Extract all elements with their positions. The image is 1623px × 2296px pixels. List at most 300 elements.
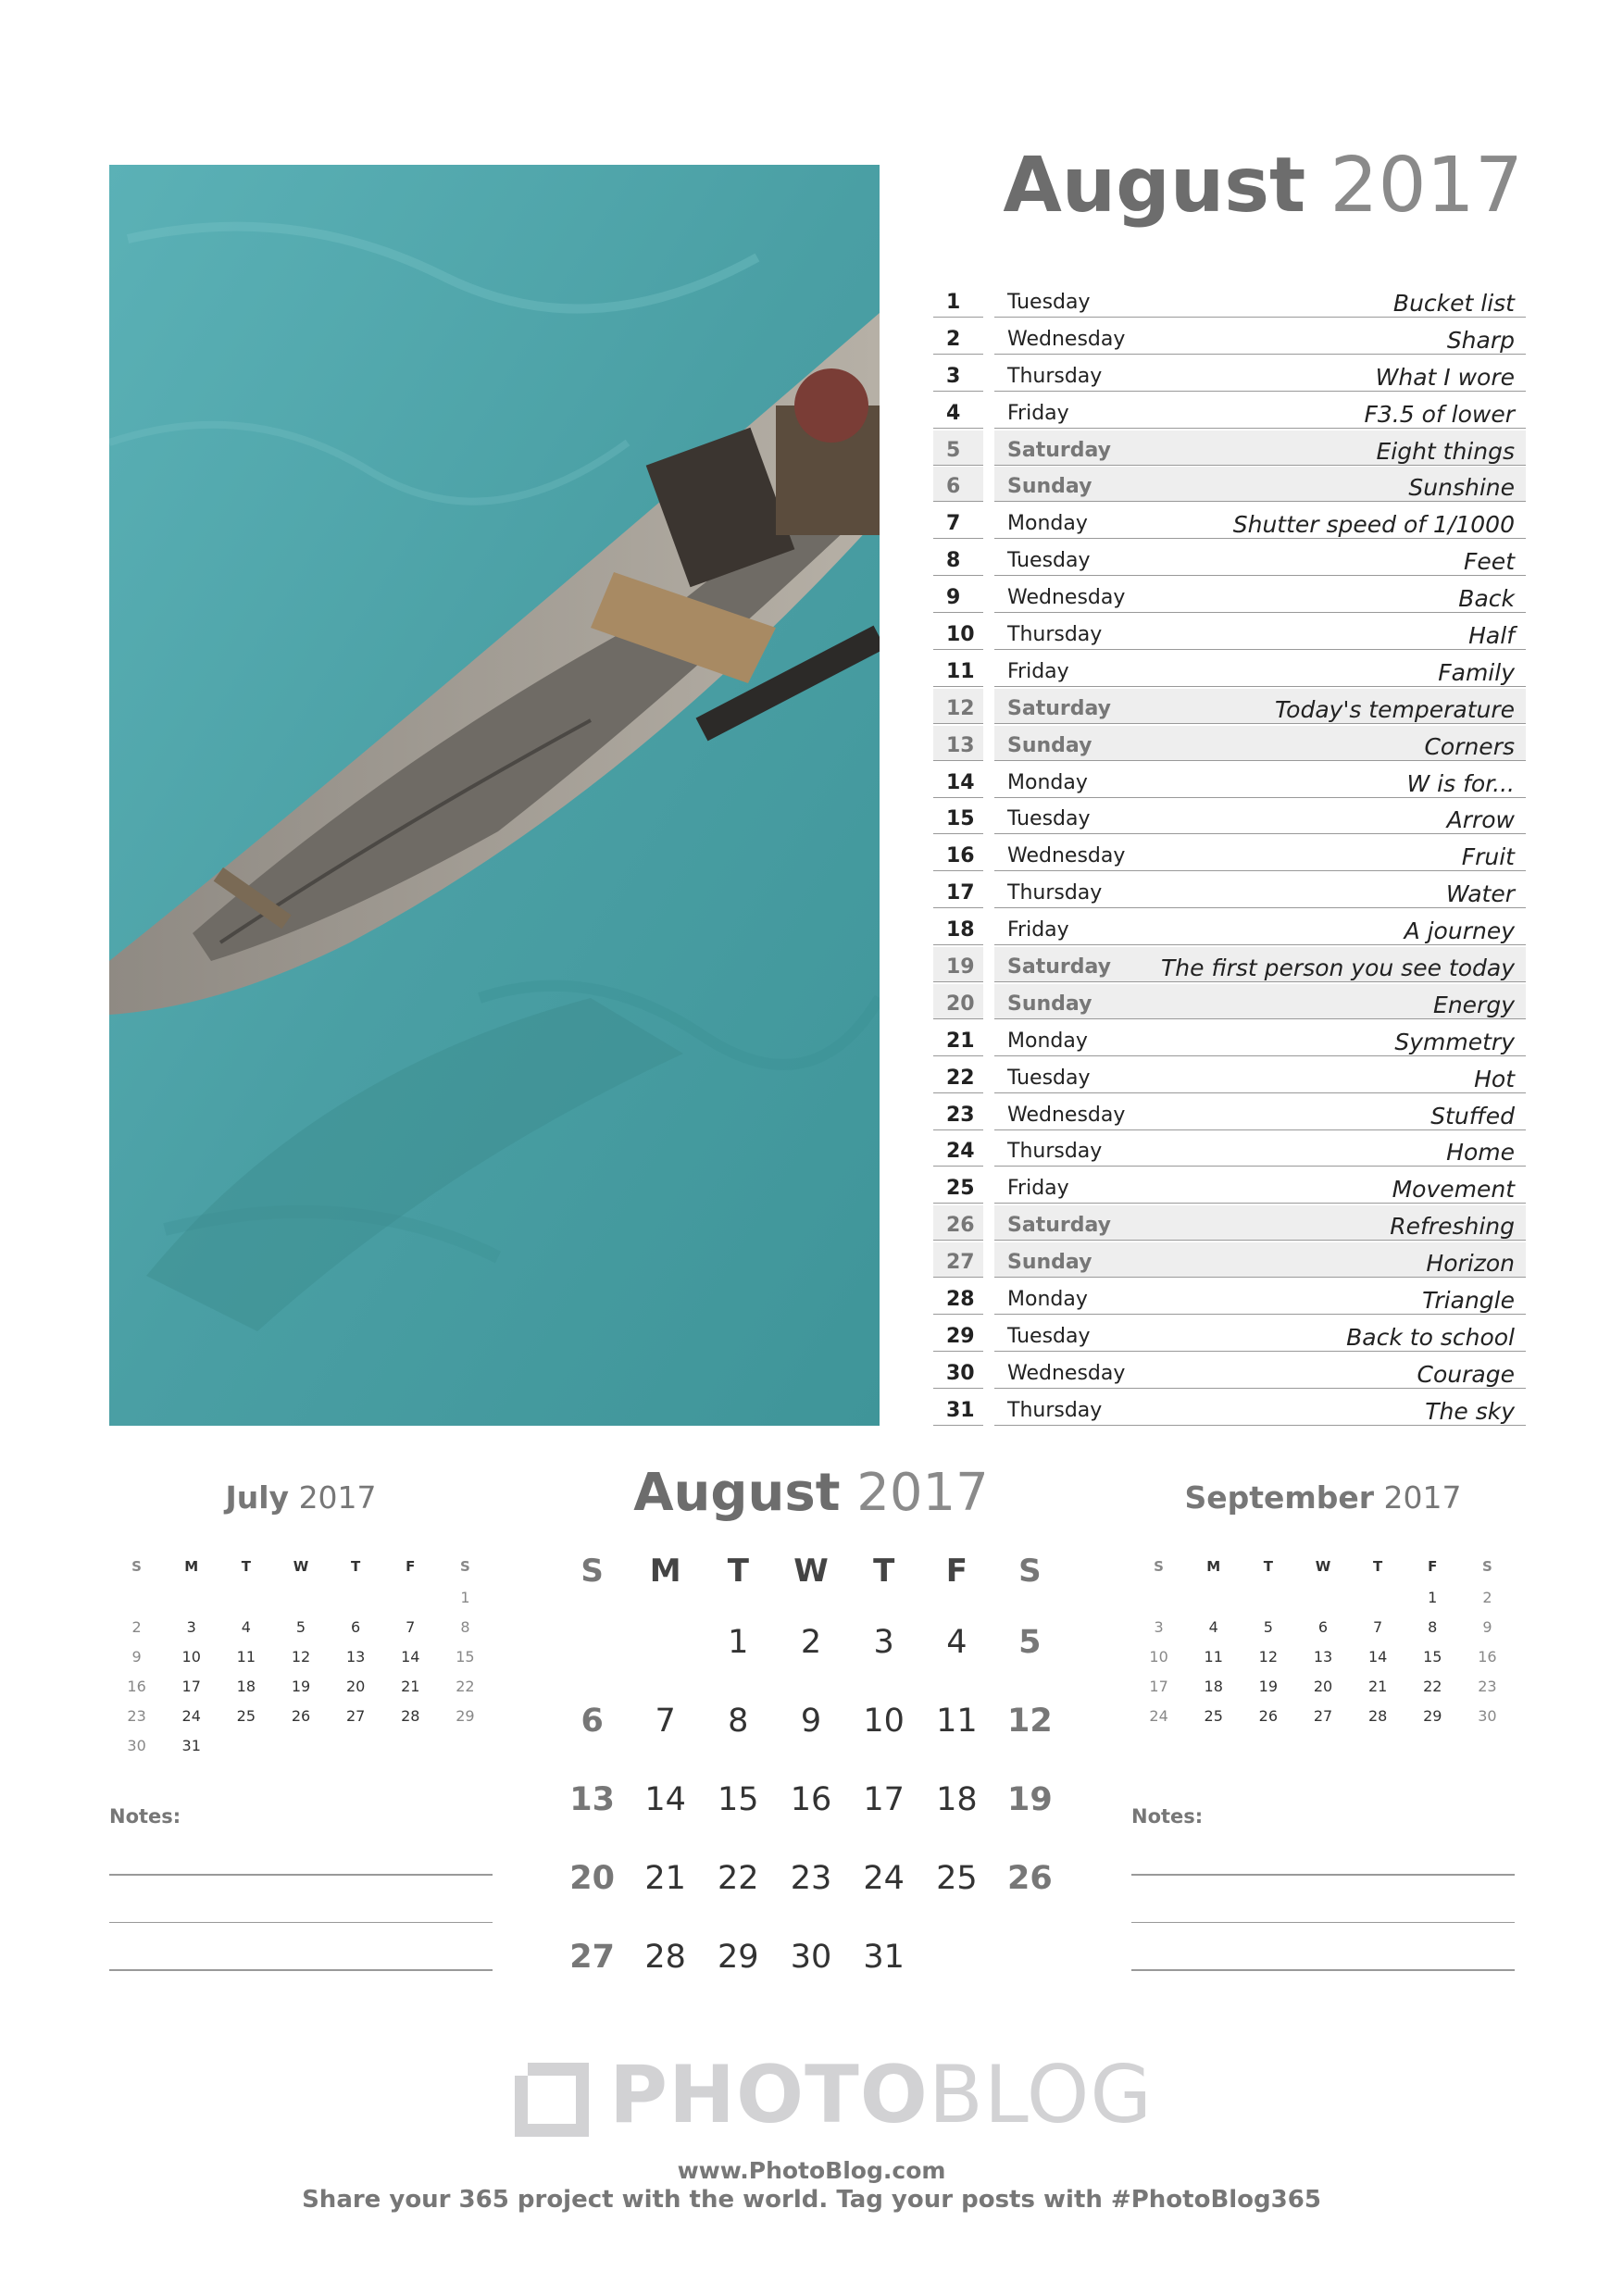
date-cell: 8: [460, 1617, 470, 1636]
date-cell: 19: [291, 1677, 311, 1695]
day-theme: The first person you see today: [994, 947, 1526, 982]
day-theme: F3.5 of lower: [994, 393, 1526, 429]
day-name: Monday: [1007, 1288, 1088, 1312]
date-cell: 8: [1428, 1617, 1438, 1636]
date-cell: 29: [718, 1938, 759, 1976]
date-cell: [218, 1582, 273, 1612]
day-number: 30: [933, 1354, 983, 1389]
date-cell: [164, 1582, 218, 1612]
day-number: 17: [933, 873, 983, 908]
day-row: [933, 910, 1526, 947]
footer-tagline: Share your 365 project with the world. Tag your posts with #PhotoBlog365: [302, 2186, 1321, 2214]
date-cell: 31: [181, 1736, 201, 1754]
main-calendar-august: [556, 1463, 1067, 1996]
day-theme: Stuffed: [994, 1095, 1526, 1130]
day-theme: Sunshine: [994, 467, 1526, 502]
date-cell: 1: [1428, 1588, 1438, 1606]
week-row: [109, 1701, 493, 1730]
day-theme: Movement: [994, 1168, 1526, 1204]
date-cell: 18: [236, 1677, 256, 1695]
weekday-header: M: [184, 1558, 199, 1575]
date-cell: 2: [800, 1623, 822, 1661]
day-number: 19: [933, 947, 983, 982]
day-name: Wednesday: [1007, 844, 1126, 868]
day-name: Monday: [1007, 512, 1088, 536]
day-number: 22: [933, 1058, 983, 1093]
date-cell: 7: [1373, 1617, 1383, 1636]
date-cell: 4: [1208, 1617, 1218, 1636]
weekday-header-row: [109, 1551, 493, 1582]
daily-theme-list: [933, 282, 1526, 1428]
date-cell: 23: [790, 1859, 832, 1897]
day-number: 11: [933, 652, 983, 687]
date-cell: [329, 1730, 383, 1760]
day-row: [933, 836, 1526, 873]
weekday-header: S: [131, 1558, 142, 1575]
day-theme: Sharp: [994, 319, 1526, 355]
photo-canoe-on-water: [109, 165, 880, 1426]
date-cell: 3: [186, 1617, 196, 1636]
date-cell: 8: [728, 1702, 749, 1740]
day-row: [933, 984, 1526, 1021]
day-row: [933, 652, 1526, 689]
date-cell: 6: [351, 1617, 361, 1636]
page-month-title: [1003, 142, 1523, 230]
day-row: [933, 356, 1526, 393]
date-cell: 22: [456, 1677, 475, 1695]
weekday-header: S: [1482, 1558, 1492, 1575]
date-cell: 5: [1263, 1617, 1273, 1636]
date-cell: 10: [181, 1647, 201, 1666]
date-cell: [1351, 1582, 1405, 1612]
day-number: 12: [933, 689, 983, 724]
date-cell: 17: [181, 1677, 201, 1695]
day-number: 4: [933, 393, 983, 429]
date-cell: 2: [1482, 1588, 1492, 1606]
main-month-year: 2017: [856, 1463, 989, 1523]
day-name: Sunday: [1007, 475, 1092, 499]
day-number: 24: [933, 1131, 983, 1167]
day-name: Tuesday: [1007, 807, 1091, 831]
week-row: [556, 1760, 1067, 1839]
mini-calendar-grid: [109, 1551, 493, 1760]
weekday-header: T: [351, 1558, 361, 1575]
date-cell: 21: [401, 1677, 420, 1695]
day-theme: Half: [994, 615, 1526, 650]
week-row: [109, 1612, 493, 1641]
date-cell: 24: [863, 1859, 905, 1897]
date-cell: [1295, 1582, 1350, 1612]
weekday-header: W: [793, 1553, 829, 1590]
mini-calendar-september: [1131, 1479, 1515, 1730]
day-name: Wednesday: [1007, 586, 1126, 610]
weekday-header: S: [460, 1558, 470, 1575]
date-cell: 5: [295, 1617, 306, 1636]
date-cell: 24: [181, 1706, 201, 1725]
day-number: 31: [933, 1391, 983, 1426]
date-cell: 30: [1478, 1706, 1497, 1725]
date-cell: 9: [131, 1647, 142, 1666]
date-cell: [109, 1582, 164, 1612]
mini-month-year: 2017: [298, 1479, 377, 1516]
date-cell: 11: [936, 1702, 978, 1740]
logo-wordmark: [609, 2049, 1154, 2141]
date-cell: 19: [1006, 1780, 1053, 1818]
logo-word-bold: PHOTO: [609, 2049, 929, 2141]
day-name: Sunday: [1007, 733, 1092, 757]
date-cell: 25: [1204, 1706, 1223, 1725]
day-row: [933, 799, 1526, 836]
day-row: [933, 319, 1526, 356]
day-name: Tuesday: [1007, 1066, 1091, 1090]
date-cell: 27: [345, 1706, 366, 1725]
date-cell: [383, 1582, 438, 1612]
day-name: Sunday: [1007, 1251, 1092, 1275]
day-theme: Triangle: [994, 1279, 1526, 1315]
day-name: Monday: [1007, 1029, 1088, 1053]
day-row: [933, 873, 1526, 910]
day-row: [933, 504, 1526, 541]
day-number: 1: [933, 282, 983, 318]
date-cell: 13: [569, 1780, 615, 1818]
date-cell: [1241, 1582, 1295, 1612]
weekday-header: T: [727, 1553, 749, 1590]
day-number: 28: [933, 1279, 983, 1315]
notes-section-right: [1131, 1805, 1515, 1971]
notes-line: [109, 1969, 493, 1971]
date-cell: 2: [131, 1617, 142, 1636]
day-number: 16: [933, 836, 983, 871]
date-cell: [383, 1730, 438, 1760]
day-number: 5: [933, 430, 983, 466]
canoe-photo-illustration: [109, 165, 880, 1426]
date-cell: 12: [1006, 1702, 1053, 1740]
week-row: [556, 1917, 1067, 1996]
day-number: 25: [933, 1168, 983, 1204]
notes-line: [109, 1874, 493, 1876]
notes-label: Notes:: [1131, 1805, 1204, 1828]
weekday-header: F: [1428, 1558, 1438, 1575]
day-number: 18: [933, 910, 983, 945]
day-row: [933, 393, 1526, 430]
day-theme: Feet: [994, 541, 1526, 576]
date-cell: 6: [581, 1702, 604, 1740]
weekday-header: T: [873, 1553, 895, 1590]
day-name: Wednesday: [1007, 1361, 1126, 1385]
notes-line: [1131, 1874, 1515, 1876]
day-row: [933, 763, 1526, 800]
day-number: 20: [933, 984, 983, 1019]
mini-calendar-title: [1131, 1479, 1515, 1516]
day-number: 9: [933, 578, 983, 613]
weekday-header: W: [293, 1558, 309, 1575]
weekday-header-row: [556, 1540, 1067, 1603]
main-calendar-title: [556, 1463, 1067, 1523]
day-name: Thursday: [1007, 364, 1103, 388]
mini-calendar-grid: [1131, 1551, 1515, 1730]
day-name: Saturday: [1007, 438, 1111, 462]
date-cell: 3: [873, 1623, 894, 1661]
weekday-header: F: [406, 1558, 416, 1575]
weekday-header: M: [1206, 1558, 1221, 1575]
day-name: Sunday: [1007, 992, 1092, 1016]
day-row: [933, 1279, 1526, 1316]
date-cell: 17: [1149, 1677, 1168, 1695]
weekday-header: T: [241, 1558, 251, 1575]
day-number: 26: [933, 1205, 983, 1241]
date-cell: 15: [718, 1780, 759, 1818]
day-number: 21: [933, 1021, 983, 1056]
date-cell: 9: [1482, 1617, 1492, 1636]
weekday-header: T: [1263, 1558, 1273, 1575]
day-row: [933, 282, 1526, 319]
week-row: [1131, 1582, 1515, 1612]
date-cell: 23: [1478, 1677, 1497, 1695]
month-name: August: [1003, 142, 1306, 230]
date-cell: 31: [863, 1938, 905, 1976]
day-name: Friday: [1007, 918, 1069, 942]
day-theme: Today's temperature: [994, 689, 1526, 724]
day-theme: Horizon: [994, 1242, 1526, 1278]
day-number: 13: [933, 726, 983, 761]
day-name: Saturday: [1007, 696, 1111, 720]
day-theme: Symmetry: [994, 1021, 1526, 1056]
day-name: Friday: [1007, 659, 1069, 683]
date-cell: 16: [127, 1677, 146, 1695]
day-theme: Home: [994, 1131, 1526, 1167]
weekday-header: T: [1373, 1558, 1383, 1575]
day-row: [933, 541, 1526, 578]
date-cell: [556, 1603, 629, 1681]
date-cell: [273, 1730, 328, 1760]
notes-line: [1131, 1969, 1515, 1971]
day-theme: Corners: [994, 726, 1526, 761]
day-theme: A journey: [994, 910, 1526, 945]
day-theme: Fruit: [994, 836, 1526, 871]
date-cell: 9: [800, 1702, 822, 1740]
mini-calendar-title: [109, 1479, 493, 1516]
logo-frame-icon: [515, 2063, 589, 2137]
day-row: [933, 1021, 1526, 1058]
week-row: [1131, 1701, 1515, 1730]
day-row: [933, 1354, 1526, 1391]
day-name: Wednesday: [1007, 1103, 1126, 1127]
mini-month-name: September: [1184, 1479, 1375, 1516]
day-row: [933, 1242, 1526, 1279]
date-cell: 27: [1313, 1706, 1333, 1725]
day-row: [933, 615, 1526, 652]
mini-calendar-july: [109, 1479, 493, 1760]
date-cell: 14: [401, 1647, 420, 1666]
date-cell: [920, 1917, 993, 1996]
notes-line: [109, 1922, 493, 1924]
logo-word-light: BLOG: [928, 2049, 1154, 2141]
day-number: 8: [933, 541, 983, 576]
week-row: [1131, 1612, 1515, 1641]
week-row: [109, 1730, 493, 1760]
week-row: [109, 1582, 493, 1612]
main-calendar-grid: [556, 1540, 1067, 1996]
weekday-header-row: [1131, 1551, 1515, 1582]
date-cell: 24: [1149, 1706, 1168, 1725]
month-year: 2017: [1330, 142, 1523, 230]
day-name: Thursday: [1007, 623, 1103, 647]
day-row: [933, 1205, 1526, 1242]
main-month-name: August: [633, 1463, 841, 1523]
day-row: [933, 1095, 1526, 1132]
date-cell: 12: [291, 1647, 311, 1666]
date-cell: 21: [644, 1859, 686, 1897]
date-cell: 30: [790, 1938, 832, 1976]
day-theme: Bucket list: [994, 282, 1526, 318]
day-number: 15: [933, 799, 983, 834]
day-theme: Family: [994, 652, 1526, 687]
date-cell: [1131, 1582, 1186, 1612]
weekday-header: S: [581, 1553, 604, 1590]
day-row: [933, 689, 1526, 726]
date-cell: 4: [241, 1617, 251, 1636]
day-row: [933, 467, 1526, 504]
day-number: 6: [933, 467, 983, 502]
day-row: [933, 1391, 1526, 1428]
day-name: Thursday: [1007, 1398, 1103, 1422]
date-cell: 17: [863, 1780, 905, 1818]
notes-section-left: [109, 1805, 493, 1971]
date-cell: 6: [1317, 1617, 1329, 1636]
day-name: Thursday: [1007, 881, 1103, 905]
date-cell: 25: [936, 1859, 978, 1897]
day-row: [933, 430, 1526, 468]
day-theme: Shutter speed of 1/1000: [994, 504, 1526, 539]
day-number: 27: [933, 1242, 983, 1278]
date-cell: 4: [946, 1623, 968, 1661]
weekday-header: M: [649, 1553, 681, 1590]
day-number: 2: [933, 319, 983, 355]
date-cell: 29: [1423, 1706, 1442, 1725]
date-cell: 15: [1423, 1647, 1442, 1666]
date-cell: 21: [1367, 1677, 1388, 1695]
date-cell: 12: [1258, 1647, 1279, 1666]
footer-url[interactable]: www.PhotoBlog.com: [677, 2157, 946, 2184]
date-cell: 28: [401, 1706, 420, 1725]
date-cell: 11: [236, 1647, 256, 1666]
weekday-header: F: [945, 1553, 968, 1590]
date-cell: 27: [569, 1938, 615, 1976]
date-cell: 26: [291, 1706, 311, 1725]
date-cell: 1: [460, 1588, 470, 1606]
date-cell: 22: [718, 1859, 759, 1897]
date-cell: [329, 1582, 383, 1612]
photoblog-logo: [515, 2049, 1154, 2141]
date-cell: 18: [1204, 1677, 1223, 1695]
weekday-header: S: [1018, 1553, 1042, 1590]
date-cell: 28: [1367, 1706, 1388, 1725]
day-theme: Back: [994, 578, 1526, 613]
day-row: [933, 578, 1526, 615]
week-row: [1131, 1671, 1515, 1701]
date-cell: 18: [936, 1780, 978, 1818]
day-name: Tuesday: [1007, 291, 1091, 314]
date-cell: 26: [1258, 1706, 1279, 1725]
weekday-header: W: [1315, 1558, 1331, 1575]
day-row: [933, 1168, 1526, 1205]
date-cell: 20: [1313, 1677, 1333, 1695]
date-cell: 29: [456, 1706, 475, 1725]
date-cell: 10: [1149, 1647, 1168, 1666]
date-cell: 1: [728, 1623, 749, 1661]
date-cell: 28: [644, 1938, 686, 1976]
week-row: [556, 1839, 1067, 1917]
day-number: 29: [933, 1316, 983, 1352]
date-cell: 3: [1154, 1617, 1164, 1636]
date-cell: [218, 1730, 273, 1760]
day-theme: W is for...: [994, 763, 1526, 798]
date-cell: [273, 1582, 328, 1612]
day-name: Friday: [1007, 1177, 1069, 1201]
day-theme: What I wore: [994, 356, 1526, 392]
date-cell: [1186, 1582, 1241, 1612]
date-cell: 5: [1018, 1623, 1042, 1661]
day-name: Wednesday: [1007, 327, 1126, 351]
mini-month-name: July: [225, 1479, 290, 1516]
day-row: [933, 1058, 1526, 1095]
date-cell: [438, 1730, 493, 1760]
day-number: 7: [933, 504, 983, 539]
day-theme: Eight things: [994, 430, 1526, 466]
day-theme: Energy: [994, 984, 1526, 1019]
date-cell: 22: [1423, 1677, 1442, 1695]
date-cell: 14: [644, 1780, 686, 1818]
day-name: Monday: [1007, 770, 1088, 794]
day-name: Tuesday: [1007, 1324, 1091, 1348]
day-theme: The sky: [994, 1391, 1526, 1426]
date-cell: 26: [1006, 1859, 1053, 1897]
date-cell: [629, 1603, 702, 1681]
day-name: Friday: [1007, 401, 1069, 425]
week-row: [1131, 1641, 1515, 1671]
date-cell: 14: [1367, 1647, 1388, 1666]
day-row: [933, 1316, 1526, 1354]
date-cell: 20: [345, 1677, 366, 1695]
day-number: 14: [933, 763, 983, 798]
day-name: Tuesday: [1007, 549, 1091, 573]
day-theme: Courage: [994, 1354, 1526, 1389]
date-cell: 13: [1313, 1647, 1333, 1666]
day-number: 3: [933, 356, 983, 392]
date-cell: 19: [1258, 1677, 1279, 1695]
day-theme: Refreshing: [994, 1205, 1526, 1241]
date-cell: 23: [127, 1706, 146, 1725]
date-cell: 25: [236, 1706, 256, 1725]
date-cell: 13: [345, 1647, 366, 1666]
date-cell: [993, 1917, 1067, 1996]
day-row: [933, 947, 1526, 984]
day-theme: Water: [994, 873, 1526, 908]
day-name: Saturday: [1007, 955, 1111, 980]
date-cell: 7: [406, 1617, 416, 1636]
date-cell: 20: [569, 1859, 615, 1897]
date-cell: 7: [655, 1702, 676, 1740]
day-number: 10: [933, 615, 983, 650]
day-row: [933, 726, 1526, 763]
notes-label: Notes:: [109, 1805, 181, 1828]
date-cell: 16: [1478, 1647, 1497, 1666]
mini-month-year: 2017: [1383, 1479, 1462, 1516]
day-theme: Arrow: [994, 799, 1526, 834]
day-row: [933, 1131, 1526, 1168]
day-number: 23: [933, 1095, 983, 1130]
week-row: [556, 1681, 1067, 1760]
